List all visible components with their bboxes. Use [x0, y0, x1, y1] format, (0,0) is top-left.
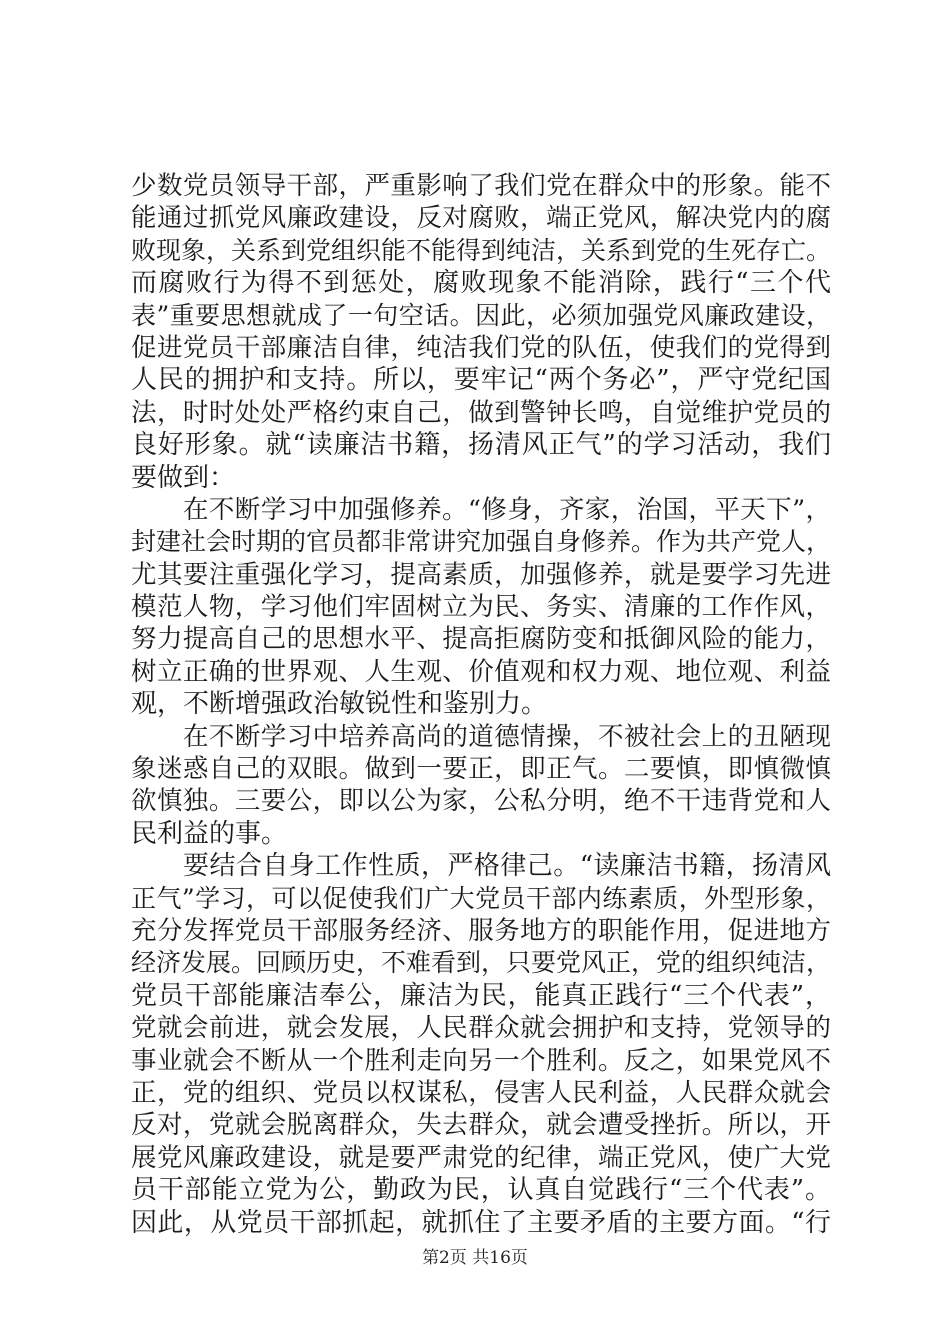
text-line: 努力提高自己的思想水平、提高拒腐防变和抵御风险的能力，	[131, 624, 831, 655]
page-footer: 第2页 共16页	[422, 1248, 528, 1268]
text-line: 正气”学习，可以促使我们广大党员干部内练素质，外型形象，	[131, 883, 831, 913]
text-line: 员干部能立党为公，勤政为民，认真自觉践行“三个代表”。	[131, 1175, 831, 1206]
text-line: 良好形象。就“读廉洁书籍，扬清风正气”的学习活动，我们	[131, 430, 831, 461]
body-text	[131, 170, 831, 1239]
text-line: 欲慎独。三要公，即以公为家，公私分明，绝不干违背党和人	[131, 786, 831, 817]
text-line: 民利益的事。	[131, 818, 288, 849]
text-line: 模范人物，学习他们牢固树立为民、务实、清廉的工作作风，	[131, 592, 831, 623]
text-line: 表”重要思想就成了一句空话。因此，必须加强党风廉政建设，	[131, 300, 831, 330]
text-line: 反对，党就会脱离群众，失去群众，就会遭受挫折。所以，开	[131, 1110, 831, 1141]
text-line: 树立正确的世界观、人生观、价值观和权力观、地位观、利益	[131, 656, 831, 687]
text-line: 观，不断增强政治敏锐性和鉴别力。	[131, 689, 548, 720]
text-line: 能通过抓党风廉政建设，反对腐败，端正党风，解决党内的腐	[131, 203, 831, 234]
text-line: 经济发展。回顾历史，不难看到，只要党风正，党的组织纯洁，	[131, 948, 832, 978]
text-line: 象迷惑自己的双眼。做到一要正，即正气。二要慎，即慎微慎	[131, 754, 831, 785]
text-line: 展党风廉政建设，就是要严肃党的纪律，端正党风，使广大党	[131, 1142, 831, 1173]
text-line: 党员干部能廉洁奉公，廉洁为民，能真正践行“三个代表”，	[131, 980, 831, 1011]
text-line: 要做到：	[131, 462, 236, 493]
text-line: 因此，从党员干部抓起，就抓住了主要矛盾的主要方面。“行	[131, 1207, 831, 1238]
text-line: 事业就会不断从一个胜利走向另一个胜利。反之，如果党风不	[131, 1045, 831, 1076]
text-line: 要结合自身工作性质，严格律己。“读廉洁书籍，扬清风	[183, 851, 831, 882]
text-line: 少数党员领导干部，严重影响了我们党在群众中的形象。能不	[131, 171, 831, 201]
text-line: 正，党的组织、党员以权谋私，侵害人民利益，人民群众就会	[131, 1077, 831, 1108]
text-line: 而腐败行为得不到惩处，腐败现象不能消除，践行“三个代	[131, 268, 831, 299]
text-line: 充分发挥党员干部服务经济、服务地方的职能作用，促进地方	[131, 915, 831, 946]
text-line: 法，时时处处严格约束自己，做到警钟长鸣，自觉维护党员的	[131, 397, 831, 428]
text-line: 封建社会时期的官员都非常讲究加强自身修养。作为共产党人，	[131, 527, 832, 557]
text-line: 在不断学习中加强修养。“修身，齐家，治国，平天下”，	[183, 494, 831, 525]
text-line: 党就会前进，就会发展，人民群众就会拥护和支持，党领导的	[131, 1013, 831, 1044]
text-line: 尤其要注重强化学习，提高素质，加强修养，就是要学习先进	[131, 559, 831, 590]
text-line: 败现象，关系到党组织能不能得到纯洁，关系到党的生死存亡。	[131, 235, 832, 265]
text-line: 在不断学习中培养高尚的道德情操，不被社会上的丑陋现	[183, 721, 831, 752]
text-line: 人民的拥护和支持。所以，要牢记“两个务必”，严守党纪国	[131, 365, 831, 396]
text-line: 促进党员干部廉洁自律，纯洁我们党的队伍，使我们的党得到	[131, 332, 831, 363]
